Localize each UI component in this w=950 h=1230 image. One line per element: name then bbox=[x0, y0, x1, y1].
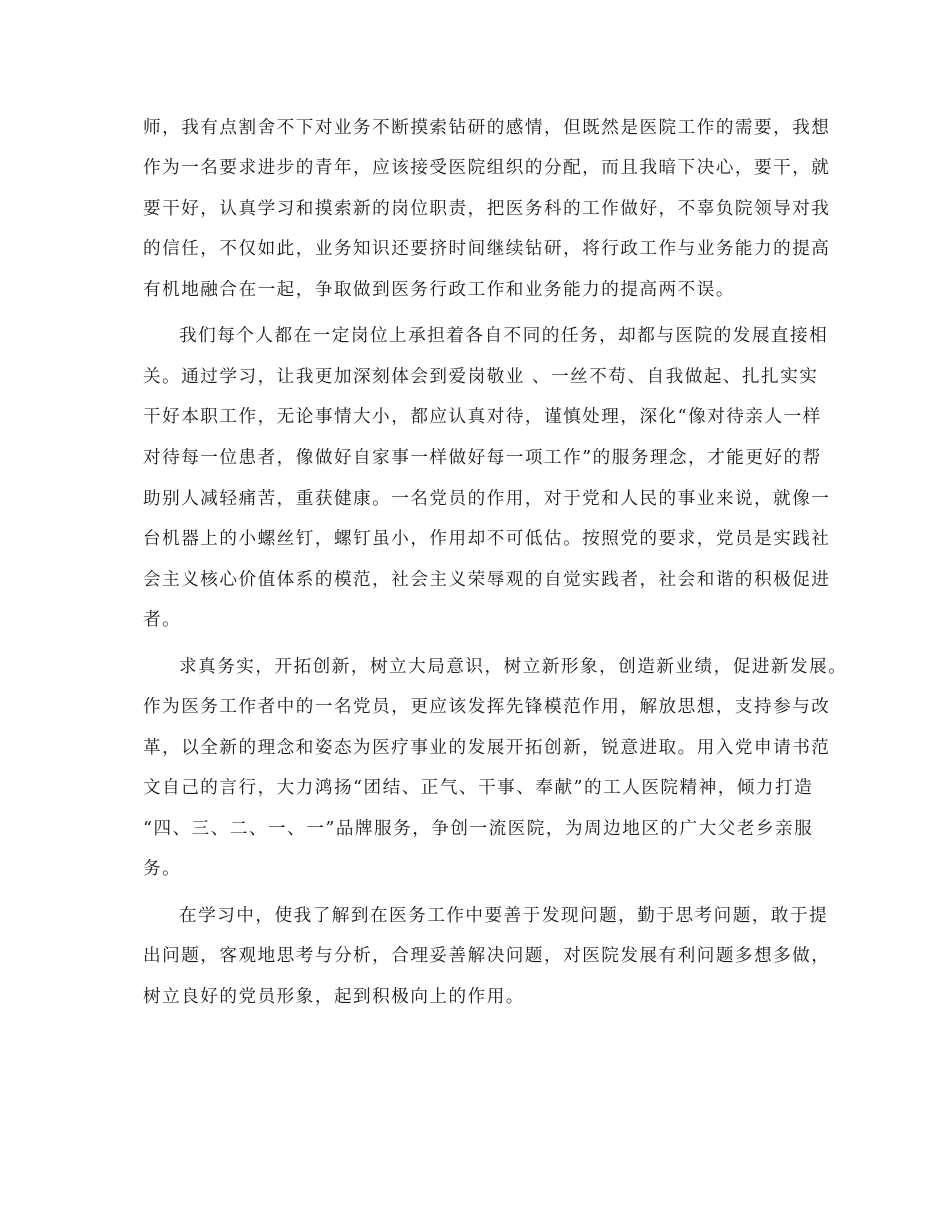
text-line: 要干好，认真学习和摸索新的岗位职责，把医务科的工作做好，不辜负院领导对我 bbox=[143, 199, 831, 219]
text-line: “四、三、二、一、一”品牌服务，争创一流医院，为周边地区的广大父老乡亲服 bbox=[143, 819, 814, 839]
text-line: 台机器上的小螺丝钉，螺钉虽小，作用却不可低估。按照党的要求，党员是实践社 bbox=[143, 529, 831, 549]
text-line: 树立良好的党员形象，起到积极向上的作用。 bbox=[143, 987, 525, 1007]
text-line: 文自己的言行，大力鸿扬“团结、正气、干事、奉献”的工人医院精神，倾力打造 bbox=[143, 778, 814, 798]
paragraph-first-line: 我们每个人都在一定岗位上承担着各自不同的任务，却都与医院的发展直接相 bbox=[179, 326, 829, 346]
text-line: 干好本职工作，无论事情大小，都应认真对待，谨慎处理，深化“像对待亲人一样 bbox=[143, 407, 822, 427]
text-line: 出问题，客观地思考与分析，合理妥善解决问题，对医院发展有利问题多想多做， bbox=[143, 946, 831, 966]
paragraph-first-line: 在学习中，使我了解到在医务工作中要善于发现问题，勤于思考问题，敢于提 bbox=[179, 906, 829, 926]
paragraph-first-line: 求真务实，开拓创新，树立大局意识，树立新形象，创造新业绩，促进新发展。 bbox=[179, 657, 848, 677]
text-line: 关。通过学习，让我更加深刻体会到爱岗敬业 、一丝不苟、自我做起、扎扎实实 bbox=[143, 367, 819, 387]
text-line: 作为一名要求进步的青年，应该接受医院组织的分配，而且我暗下决心，要干，就 bbox=[143, 158, 831, 178]
text-line: 会主义核心价值体系的模范，社会主义荣辱观的自觉实践者，社会和谐的积极促进 bbox=[143, 570, 831, 590]
text-line: 作为医务工作者中的一名党员，更应该发挥先锋模范作用，解放思想，支持参与改 bbox=[143, 697, 831, 717]
text-line: 助别人减轻痛苦，重获健康。一名党员的作用，对于党和人民的事业来说，就像一 bbox=[143, 489, 831, 509]
text-line: 对待每一位患者，像做好自家事一样做好每一项工作”的服务理念，才能更好的帮 bbox=[143, 448, 822, 468]
text-line: 的信任，不仅如此，业务知识还要挤时间继续钻研，将行政工作与业务能力的提高 bbox=[143, 239, 831, 259]
text-line: 务。 bbox=[143, 859, 182, 879]
text-line: 有机地融合在一起，争取做到医务行政工作和业务能力的提高两不误。 bbox=[143, 280, 735, 300]
text-line: 革，以全新的理念和姿态为医疗事业的发展开拓创新，锐意进取。用入党申请书范 bbox=[143, 738, 831, 758]
text-line: 者。 bbox=[143, 610, 182, 630]
text-line: 师，我有点割舍不下对业务不断摸索钻研的感情，但既然是医院工作的需要，我想 bbox=[143, 118, 831, 138]
